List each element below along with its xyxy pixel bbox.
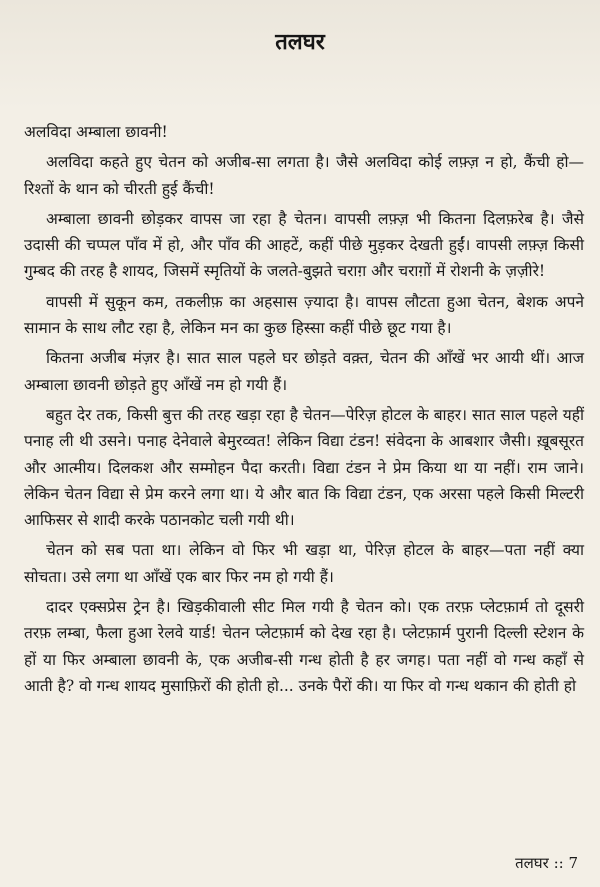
paragraph-6: बहुत देर तक, किसी बुत्त की तरह खड़ा रहा है चेतन—पेरिज़ होटल के बाहर। सात साल पहले यहीं पनाह ली थी उसने। पनाह देनेवाले बेमुरव्वत! लेकिन विद्या टंडन! संवेदना के आबशार जैसी। ख़ूबसूरत और आत्मीय। दिलकश और सम्मोहन पैदा करती। विद्या टंडन ने प्रेम किया था या नहीं। राम जाने। लेकिन चेतन विद्या से प्रेम करने लगा था। ये और बात कि विद्या टंडन, एक अरसा पहले किसी मिल्टरी आफिसर से शादी करके पठानकोट चली गयी थी। <box>24 405 584 530</box>
paragraph-4: वापसी में सुकून कम, तकलीफ़ का अहसास ज़्यादा है। वापस लौटता हुआ चेतन, बेशक अपने सामान के साथ लौट रहा है, लेकिन मन का कुछ हिस्सा कहीं पीछे छूट गया है। <box>24 292 584 338</box>
paragraph-7: चेतन को सब पता था। लेकिन वो फिर भी खड़ा था, पेरिज़ होटल के बाहर—पता नहीं क्या सोचता। उसे लगा था आँखें एक बार फिर नम हो गयी हैं। <box>24 541 584 586</box>
page-title: तलघर <box>275 29 325 55</box>
paragraph-2: अलविदा कहते हुए चेतन को अजीब-सा लगता है। जैसे अलविदा कोई लफ़्ज़ न हो, कैंची हो—रिश्तों के थान को चीरती हुई कैंची! <box>24 153 584 198</box>
paragraph-3: अम्बाला छावनी छोड़कर वापस जा रहा है चेतन। वापसी लफ़्ज़ भी कितना दिलफ़रेब है। जैसे उदासी की चप्पल पाँव में हो, और पाँव की आहटें, कहीं पीछे मुड़कर देखती हुईं। वापसी लफ़्ज़ किसी गुम्बद की तरह है शायद, जिसमें स्मृतियों के जलते-बुझते चराग़ और चराग़ों में रोशनी के ज़ज़ीरे! <box>24 209 584 281</box>
paragraph-1: अलविदा अम्बाला छावनी! <box>24 123 168 141</box>
page-body <box>24 119 584 703</box>
paragraph-8: दादर एक्सप्रेस ट्रेन है। खिड़कीवाली सीट मिल गयी है चेतन को। एक तरफ़ प्लेटफ़ार्म तो दूसरी तरफ़ लम्बा, फैला हुआ रेलवे यार्ड! चेतन प्लेटफ़ार्म को देख रहा है। प्लेटफ़ार्म पुरानी दिल्ली स्टेशन के हों या फिर अम्बाला छावनी के, एक अजीब-सी गन्ध होती है हर जगह। पता नहीं वो गन्ध कहाँ से आती है? वो गन्ध शायद मुसाफ़िरों की होती हो... उनके पैरों की। या फिर वो गन्ध थकान की होती हो <box>24 598 584 695</box>
paragraph-5: कितना अजीब मंज़र है। सात साल पहले घर छोड़ते वक़्त, चेतन की आँखें भर आयी थीं। आज अम्बाला छावनी छोड़ते हुए आँखें नम हो गयी हैं। <box>24 349 584 394</box>
page-footer: तलघर :: 7 <box>515 854 578 872</box>
